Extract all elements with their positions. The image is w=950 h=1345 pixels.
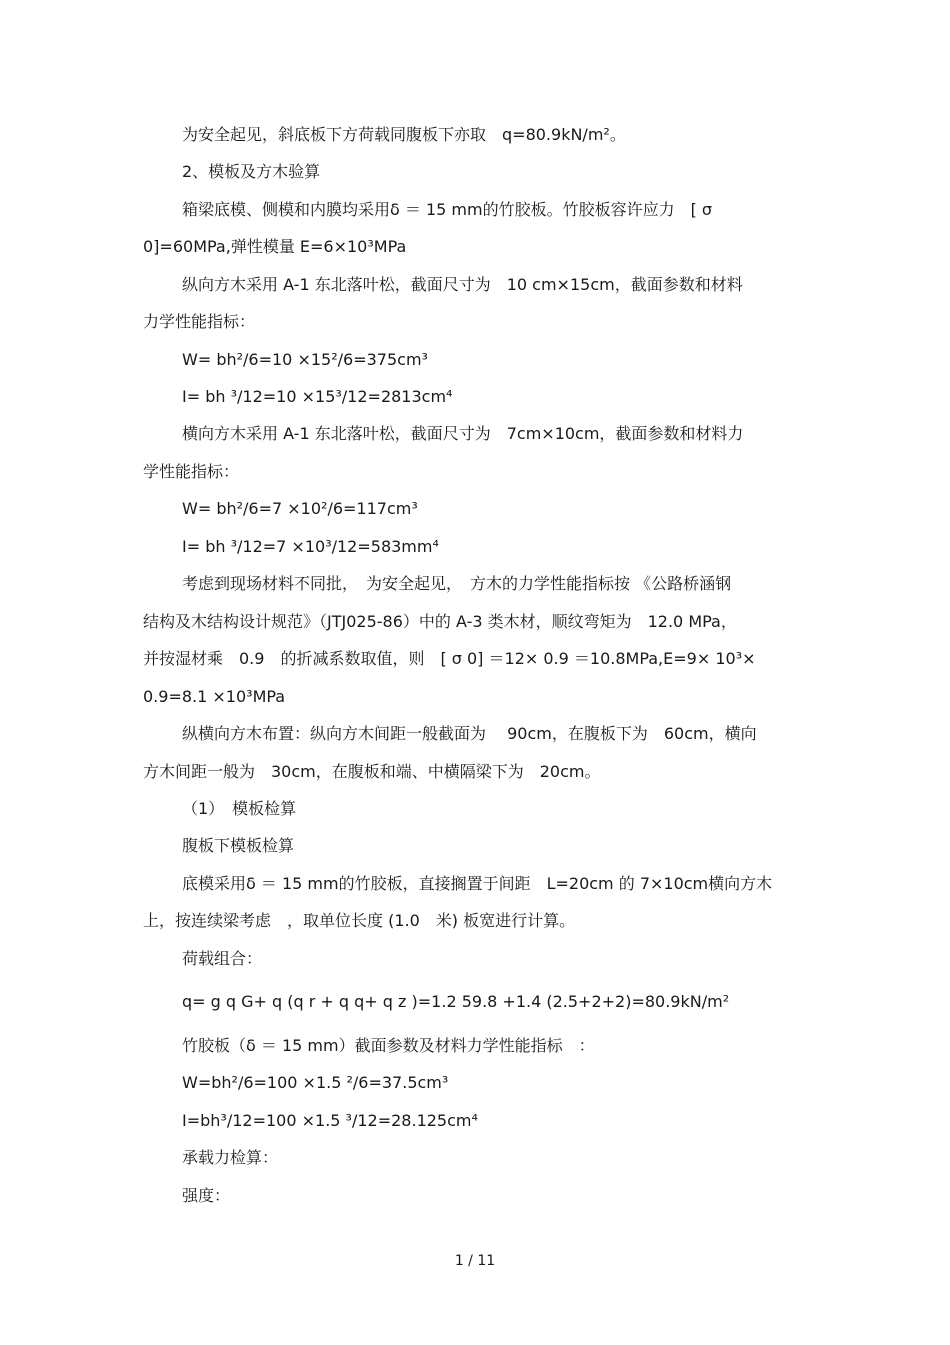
page-number: 1 / 11	[454, 1253, 496, 1269]
text-line: 荷载组合：	[182, 949, 263, 968]
text-line: 0]=60MPa,弹性模量 E=6×10³MPa	[143, 237, 407, 256]
text-line: 力学性能指标：	[143, 312, 256, 331]
formula-line: I= bh ³/12=10 ×15³/12=2813cm⁴	[182, 387, 453, 406]
text-line: 0.9=8.1 ×10³MPa	[143, 687, 286, 706]
section-heading: 2、模板及方木验算	[182, 162, 321, 181]
text-line: 横向方木采用 A-1 东北落叶松，截面尺寸为 7cm×10cm，截面参数和材料力	[182, 424, 744, 443]
text-line: 箱梁底模、侧模和内膜均采用δ ＝ 15 mm的竹胶板。竹胶板容许应力 [ σ	[182, 200, 713, 219]
formula-line: W= bh²/6=10 ×15²/6=375cm³	[182, 350, 428, 369]
text-line: 学性能指标：	[143, 462, 240, 481]
formula-line: I= bh ³/12=7 ×10³/12=583mm⁴	[182, 537, 439, 556]
text-line: 强度：	[182, 1186, 231, 1205]
text-line: 竹胶板（δ ＝ 15 mm）截面参数及材料力学性能指标 ：	[182, 1036, 595, 1055]
subsection-heading: （1） 模板检算	[182, 799, 297, 818]
formula-line: W=bh²/6=100 ×1.5 ²/6=37.5cm³	[182, 1073, 449, 1092]
text-line: 为安全起见，斜底板下方荷载同腹板下亦取 q=80.9kN/m²。	[182, 125, 626, 144]
formula-line: W= bh²/6=7 ×10²/6=117cm³	[182, 499, 418, 518]
text-line: 考虑到现场材料不同批， 为安全起见， 方木的力学性能指标按 《公路桥涵钢	[182, 574, 732, 593]
formula-line: I=bh³/12=100 ×1.5 ³/12=28.125cm⁴	[182, 1111, 478, 1130]
text-line: 方木间距一般为 30cm，在腹板和端、中横隔梁下为 20cm。	[143, 762, 601, 781]
text-line: 结构及木结构设计规范》（JTJ025-86）中的 A-3 类木材，顺纹弯矩为 12.0 MPa，	[143, 612, 737, 631]
text-line: 承载力检算：	[182, 1148, 279, 1167]
text-line: 底模采用δ ＝ 15 mm的竹胶板，直接搁置于间距 L=20cm 的 7×10cm横向方木	[182, 874, 773, 893]
text-line: 纵向方木采用 A-1 东北落叶松，截面尺寸为 10 cm×15cm，截面参数和材料	[182, 275, 743, 294]
formula-line: q= g q G+ q (q r + q q+ q z )=1.2 59.8 +1.4 (2.5+2+2)=80.9kN/m²	[182, 992, 730, 1011]
text-line: 并按湿材乘 0.9 的折减系数取值，则 [ σ 0] ＝12× 0.9 ＝10.8MPa,E=9× 10³×	[143, 649, 756, 668]
text-line: 上，按连续梁考虑 ，取单位长度 (1.0 米) 板宽进行计算。	[143, 911, 576, 930]
text-line: 纵横向方木布置：纵向方木间距一般截面为 90cm，在腹板下为 60cm，横向	[182, 724, 757, 743]
subsection-heading: 腹板下模板检算	[182, 836, 295, 855]
